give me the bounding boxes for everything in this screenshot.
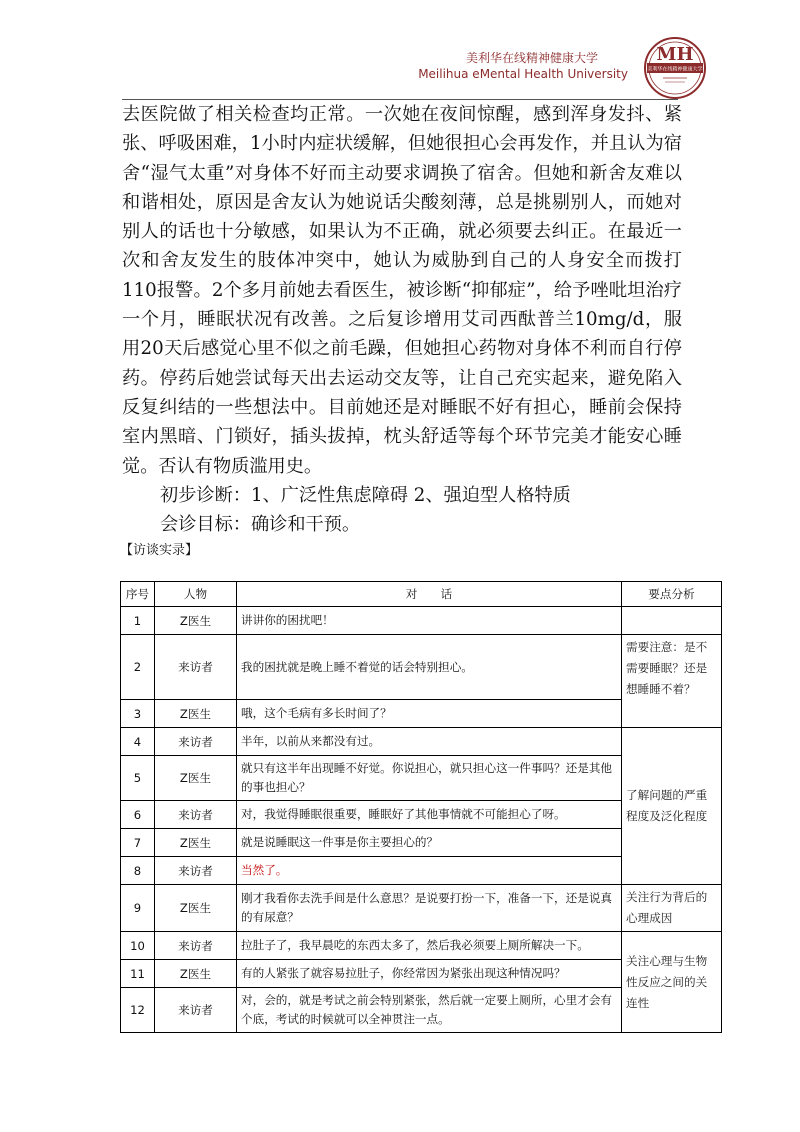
interview-table — [120, 581, 722, 1033]
row-no: 7 — [121, 829, 155, 857]
row-dialog: 对，会的，就是考试之前会特别紧张，然后就一定要上厕所，心里才会有个底，考试的时候就可以全神贯注一点。 — [237, 988, 622, 1033]
row-no: 3 — [121, 700, 155, 728]
university-logo — [643, 36, 707, 100]
row-role: 来访者 — [155, 857, 237, 885]
row-role: 来访者 — [155, 801, 237, 829]
table-header-row — [121, 582, 722, 607]
table-row — [121, 607, 722, 635]
logo-text: MH — [656, 44, 694, 65]
university-name-en: Meilihua eMental Health University — [418, 67, 628, 81]
row-role: 来访者 — [155, 728, 237, 756]
row-role: 来访者 — [155, 932, 237, 960]
row-no: 6 — [121, 801, 155, 829]
row-dialog: 就只有这半年出现睡不好觉。你说担心，就只担心这一件事吗？还是其他的事也担心？ — [237, 756, 622, 801]
row-no: 11 — [121, 960, 155, 988]
row-role: Z医生 — [155, 885, 237, 932]
row-no: 5 — [121, 756, 155, 801]
header-notes: 要点分析 — [622, 582, 722, 607]
row-role: Z医生 — [155, 960, 237, 988]
row-role: 来访者 — [155, 988, 237, 1033]
row-note: 关注心理与生物性反应之间的关连性 — [622, 932, 722, 1033]
row-role: 来访者 — [155, 635, 237, 700]
header-role: 人物 — [155, 582, 237, 607]
row-role: Z医生 — [155, 700, 237, 728]
consultation-goal: 会诊目标：确诊和干预。 — [160, 514, 361, 536]
row-note — [622, 607, 722, 635]
row-dialog: 我的困扰就是晚上睡不着觉的话会特别担心。 — [237, 635, 622, 700]
row-dialog-highlighted: 当然了。 — [237, 857, 622, 885]
row-note: 关注行为背后的心理成因 — [622, 885, 722, 932]
header-no: 序号 — [121, 582, 155, 607]
row-dialog: 就是说睡眠这一件事是你主要担心的？ — [237, 829, 622, 857]
row-dialog: 拉肚子了，我早晨吃的东西太多了，然后我必须要上厕所解决一下。 — [237, 932, 622, 960]
row-dialog: 对，我觉得睡眠很重要，睡眠好了其他事情就不可能担心了呀。 — [237, 801, 622, 829]
case-description — [122, 100, 682, 539]
table-row — [121, 932, 722, 960]
row-dialog: 讲讲你的困扰吧！ — [237, 607, 622, 635]
interview-section-title: 【访谈实录】 — [120, 543, 199, 558]
table-row — [121, 728, 722, 756]
row-no: 10 — [121, 932, 155, 960]
row-role: Z医生 — [155, 756, 237, 801]
row-role: Z医生 — [155, 829, 237, 857]
table-row — [121, 885, 722, 932]
row-no: 8 — [121, 857, 155, 885]
row-dialog: 半年，以前从来都没有过。 — [237, 728, 622, 756]
row-no: 12 — [121, 988, 155, 1033]
row-note: 了解问题的严重程度及泛化程度 — [622, 728, 722, 885]
row-dialog: 哦，这个毛病有多长时间了？ — [237, 700, 622, 728]
header-dialog: 对 话 — [237, 582, 622, 607]
logo-subtext: 美利华在线精神健康大学 — [647, 66, 703, 73]
page-header — [418, 50, 628, 82]
university-name-cn: 美利华在线精神健康大学 — [465, 51, 598, 65]
table-row — [121, 635, 722, 700]
row-no: 1 — [121, 607, 155, 635]
case-paragraph: 去医院做了相关检查均正常。一次她在夜间惊醒，感到浑身发抖、紧张、呼吸困难，1小时内症状缓解，但她很担心会再发作，并且认为宿舍“湿气太重”对身体不好而主动要求调换了宿舍。但她和新舍友难以和谐相处，原因是舍友认为她说话尖酸刻薄，总是挑剔别人，而她对别人的话也十分敏感，如果认为不正确，就必须要去纠正。在最近一次和舍友发生的肢体冲突中，她认为威胁到自己的人身安全而拨打110报警。2个多月前她去看医生，被诊断“抑郁症”，给予唑吡坦治疗一个月，睡眠状况有改善。之后复诊增用艾司西酞普兰10mg/d，服用20天后感觉心里不似之前毛躁，但她担心药物对身体不利而自行停药。停药后她尝试每天出去运动交友等，让自己充实起来，避免陷入反复纠结的一些想法中。目前她还是对睡眠不好有担心，睡前会保持室内黑暗、门锁好，插头拔掉，枕头舒适等每个环节完美才能安心睡觉。否认有物质滥用史。 — [122, 104, 682, 477]
row-no: 2 — [121, 635, 155, 700]
row-note: 需要注意：是不需要睡眠？还是想睡睡不着？ — [622, 635, 722, 728]
row-dialog: 有的人紧张了就容易拉肚子，你经常因为紧张出现这种情况吗？ — [237, 960, 622, 988]
row-role: Z医生 — [155, 607, 237, 635]
row-dialog: 刚才我看你去洗手间是什么意思？是说要打扮一下，准备一下，还是说真的有尿意？ — [237, 885, 622, 932]
row-no: 9 — [121, 885, 155, 932]
diagnosis-line: 初步诊断：1、广泛性焦虑障碍 2、强迫型人格特质 — [160, 484, 571, 506]
row-no: 4 — [121, 728, 155, 756]
